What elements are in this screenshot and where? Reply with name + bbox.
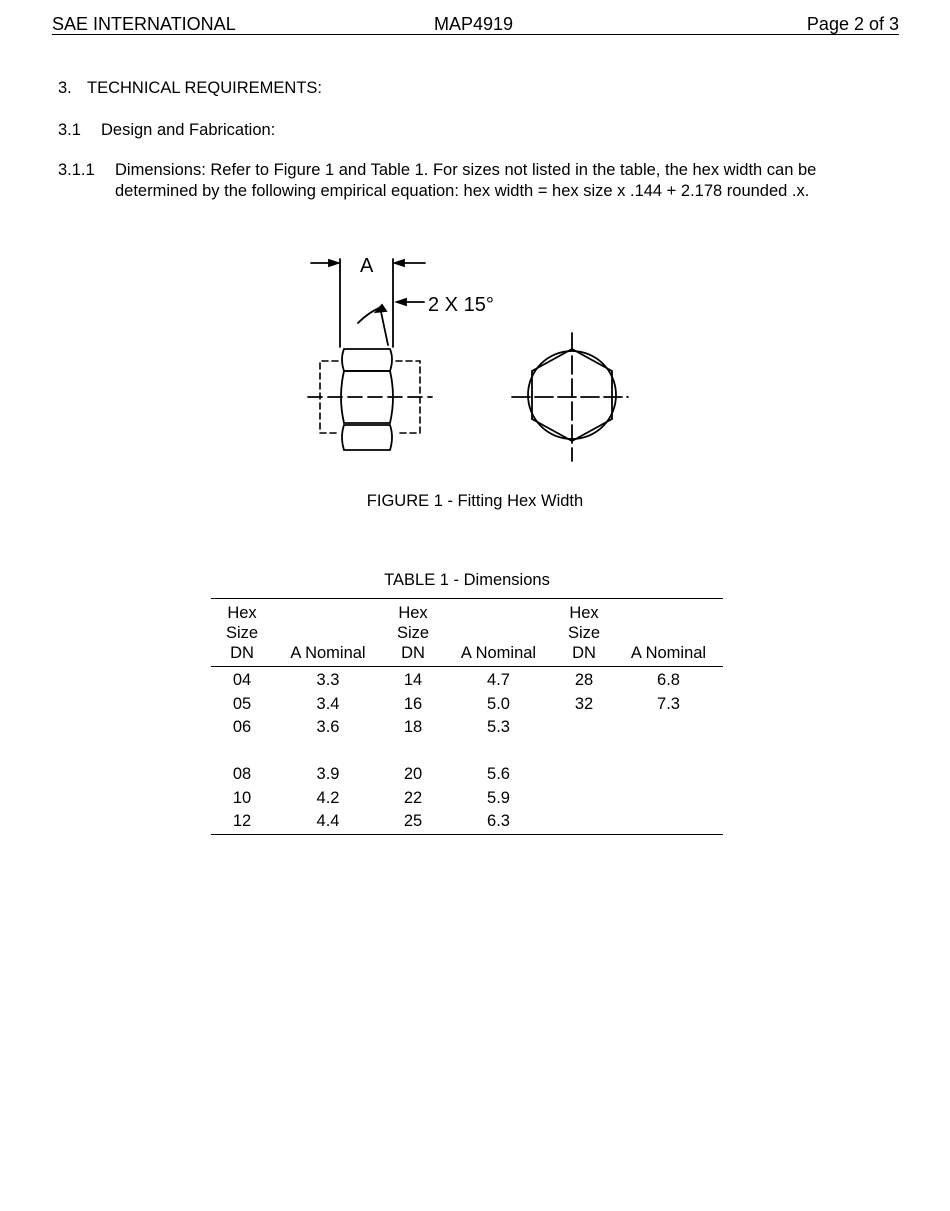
table-row [211, 763, 723, 787]
section-3-1-1-line-1: Dimensions: Refer to Figure 1 and Table 1. For sizes not listed in the table, the hex width can be [115, 161, 817, 179]
table-cell: 20 [403, 765, 423, 784]
table-cell [383, 740, 443, 764]
table-cell [614, 787, 723, 811]
table-cell [614, 716, 723, 740]
table-cell: 5.3 [487, 718, 510, 737]
label-a: A [360, 255, 374, 277]
section-3-1-title: Design and Fabrication: [101, 121, 276, 139]
table-cell: 6.8 [657, 671, 680, 690]
table-row [211, 810, 723, 834]
table-row [211, 667, 723, 693]
section-3-1-number: 3.1 [58, 121, 81, 139]
table-cell: 3.9 [316, 765, 340, 784]
table-cell [273, 740, 383, 764]
table-cell: 16 [403, 694, 423, 713]
section-3-number: 3. [58, 79, 72, 97]
table-cell: 4.7 [487, 671, 510, 690]
table-cell [443, 740, 554, 764]
hex-flat-top [342, 349, 392, 371]
section-3-1-1-number: 3.1.1 [58, 161, 95, 179]
table-cell: 14 [403, 671, 423, 690]
table-cell: 05 [232, 694, 252, 713]
table-cell: 5.9 [487, 788, 510, 807]
arrowhead-right [395, 260, 404, 266]
table-cell: 04 [232, 671, 252, 690]
table-cell: 10 [232, 788, 252, 807]
table-row [211, 716, 723, 740]
table-cell: 4.4 [316, 812, 340, 831]
table-cell: 3.3 [316, 671, 340, 690]
header-hex-size-2: Hex Size DN [383, 599, 443, 667]
header-doc-id: MAP4919 [434, 14, 514, 34]
table-cell [554, 763, 614, 787]
table-cell [211, 740, 273, 764]
dimensions-table [211, 598, 723, 835]
table-cell: 7.3 [657, 694, 680, 713]
arrowhead-left [329, 260, 338, 266]
table-cell [614, 740, 723, 764]
section-3-title: TECHNICAL REQUIREMENTS: [87, 79, 322, 97]
table-cell [554, 716, 614, 740]
table-cell [614, 763, 723, 787]
header-hex-size-1: Hex Size DN [211, 599, 273, 667]
table-row [211, 740, 723, 764]
header-hex-size-3: Hex Size DN [554, 599, 614, 667]
label-angle: 2 X 15° [428, 294, 494, 316]
table-cell: 12 [232, 812, 252, 831]
table-header-row [211, 599, 723, 667]
figure-fitting-hex-width [300, 245, 640, 467]
header-a-nominal-2: A Nominal [443, 599, 554, 667]
figure-caption: FIGURE 1 - Fitting Hex Width [366, 492, 584, 510]
section-3-1-1-line-2: determined by the following empirical equation: hex width = hex size x .144 + 2.178 rounded .x. [115, 182, 810, 200]
table-cell: 5.0 [487, 694, 510, 713]
table-row [211, 787, 723, 811]
header-a-nominal-1: A Nominal [273, 599, 383, 667]
table-cell: 3.4 [316, 694, 340, 713]
table-cell: 6.3 [487, 812, 510, 831]
table-cell [614, 810, 723, 834]
table-cell: 3.6 [316, 718, 340, 737]
hex-flat-bottom [342, 425, 392, 450]
table-cell [554, 740, 614, 764]
table-cell: 06 [232, 718, 252, 737]
table-title: TABLE 1 - Dimensions [384, 571, 550, 589]
table-cell: 25 [403, 812, 423, 831]
table-cell [554, 810, 614, 834]
table-cell: 18 [403, 718, 423, 737]
table-cell: 5.6 [487, 765, 510, 784]
chamfer-line [380, 307, 388, 345]
table-cell: 4.2 [316, 788, 340, 807]
table-cell: 22 [403, 788, 423, 807]
table-cell: 08 [232, 765, 252, 784]
header-page: Page 2 of 3 [806, 14, 899, 34]
header-org: SAE INTERNATIONAL [52, 14, 236, 34]
table-cell: 32 [574, 694, 594, 713]
table-cell: 28 [574, 671, 594, 690]
table-cell [554, 787, 614, 811]
header-a-nominal-3: A Nominal [614, 599, 723, 667]
table-row [211, 693, 723, 717]
page-header [52, 12, 899, 35]
